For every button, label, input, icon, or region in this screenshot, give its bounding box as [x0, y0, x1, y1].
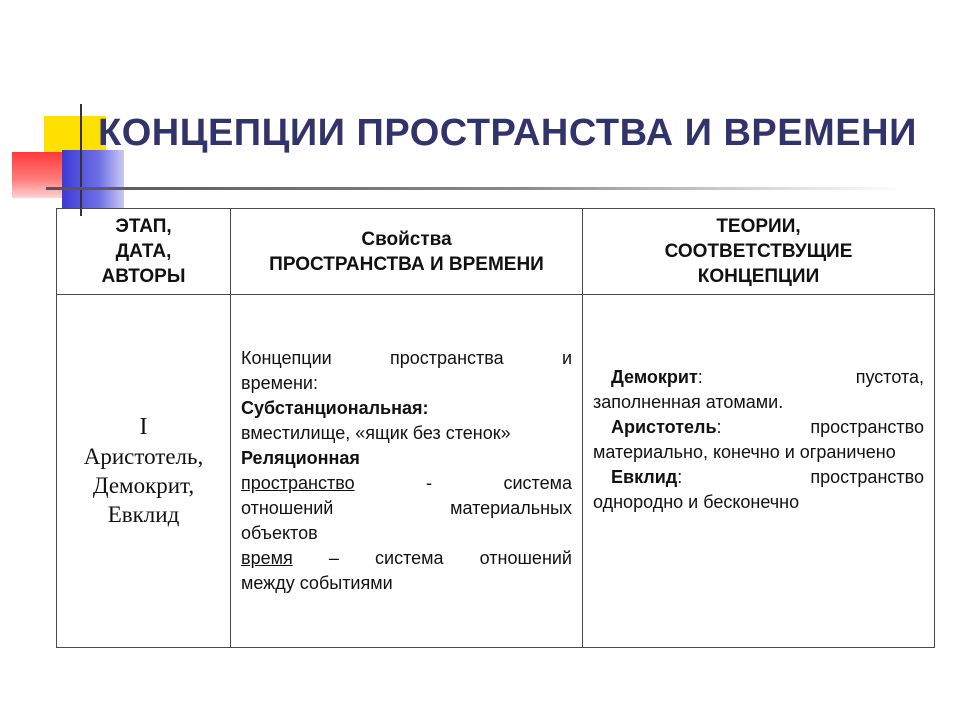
- author-name: Евклид: [107, 502, 180, 527]
- table-row: [57, 295, 935, 648]
- time-term: время: [241, 548, 293, 568]
- author-name: Демокрит,: [92, 473, 195, 498]
- space-definition-cont: отношений материальных: [241, 498, 572, 518]
- space-definition-cont: объектов: [241, 523, 318, 543]
- properties-cell: [231, 295, 583, 648]
- stage-authors-cell: [57, 295, 231, 648]
- properties-intro-cont: времени:: [241, 373, 318, 393]
- substantial-concept-text: вместилище, «ящик без стенок»: [241, 423, 511, 443]
- page-title: КОНЦЕПЦИИ ПРОСТРАНСТВА И ВРЕМЕНИ: [98, 112, 917, 154]
- relational-concept-label: Реляционная: [241, 448, 360, 468]
- time-definition-cont: между событиями: [241, 573, 393, 593]
- header-theories: ТЕОРИИ, СООТВЕТСТВУЩИЕ КОНЦЕПЦИИ: [583, 209, 935, 295]
- theory-euclid: Евклид: пространство: [611, 467, 924, 487]
- substantial-concept-label: Субстанциональная:: [241, 398, 429, 418]
- properties-intro: Концепции пространства и: [241, 348, 572, 368]
- author-name: Аристотель,: [83, 444, 204, 469]
- title-decoration-blue-square: [62, 150, 124, 208]
- theory-euclid-cont: однородно и бесконечно: [593, 492, 800, 512]
- space-term: пространство: [241, 473, 355, 493]
- stage-number: I: [139, 414, 148, 440]
- title-underline: [46, 187, 906, 190]
- concepts-table: [56, 208, 935, 648]
- header-properties: Свойства ПРОСТРАНСТВА И ВРЕМЕНИ: [231, 209, 583, 295]
- space-definition: пространство - система: [241, 473, 572, 493]
- theory-democritus-cont: заполненная атомами.: [593, 392, 784, 412]
- time-definition: время – система отношений: [241, 548, 572, 568]
- theory-aristotle: Аристотель: пространство: [611, 417, 924, 437]
- theory-aristotle-cont: материально, конечно и ограничено: [593, 442, 896, 462]
- title-decoration-vertical-line: [80, 104, 82, 216]
- theory-democritus: Демокрит: пустота,: [611, 367, 924, 387]
- header-stage-date-authors: ЭТАП, ДАТА, АВТОРЫ: [57, 209, 231, 295]
- theories-cell: [583, 295, 935, 648]
- table-header-row: [57, 209, 935, 295]
